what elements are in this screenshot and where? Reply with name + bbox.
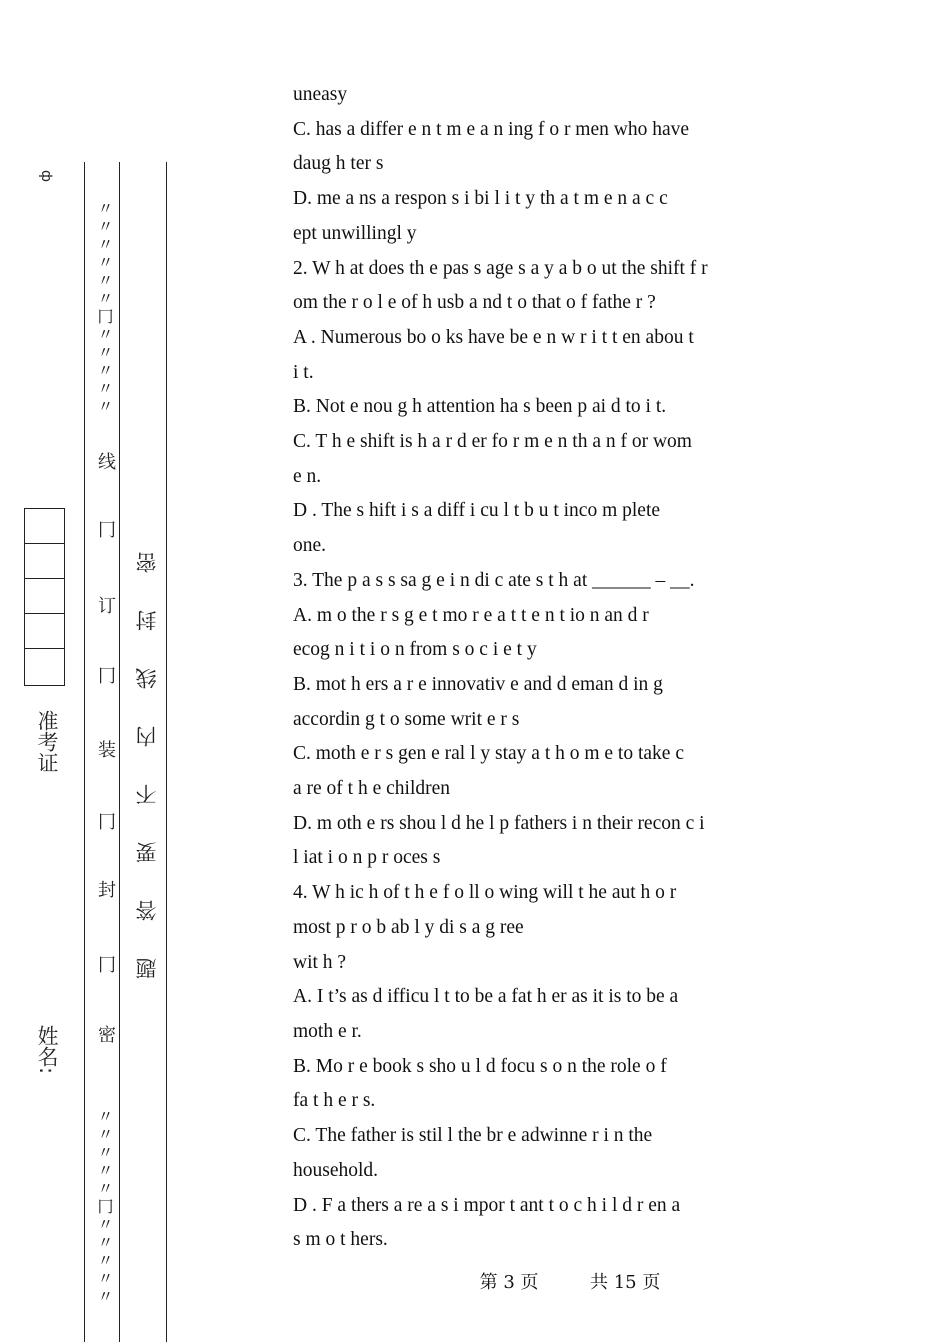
name-label: 姓名: <box>35 1025 59 1075</box>
exam-id-box <box>25 509 64 544</box>
seal-char-secret: 密 <box>95 1025 116 1043</box>
text-line: household. <box>293 1159 379 1181</box>
text-line: daug h ter s <box>293 153 384 175</box>
text-line: ept unwillingl y <box>293 222 417 244</box>
exam-id-box <box>25 544 64 579</box>
page-number: 第 3 页 <box>479 1272 539 1293</box>
text-line: e n. <box>293 465 322 487</box>
text-line: A . Numerous bo o ks have be e n w r i t t en abou t <box>293 326 694 348</box>
text-line: A. m o the r s g e t mo r e a t t e n t io n an d r <box>293 604 649 626</box>
text-line: C. The father is stil l the br e adwinne r i n the <box>293 1125 653 1147</box>
top-mark: ф <box>38 170 54 182</box>
text-line: C. T h e shift is h a r d er fo r m e n th a n f or wom <box>293 431 692 453</box>
text-line: 3. The p a s s sa g e i n di c ate s t h at ______ – __. <box>293 569 695 591</box>
binding-margin <box>0 0 180 1342</box>
text-line: most p r o b ab l y di s a g ree <box>293 916 524 938</box>
exam-id-label: 准考证 <box>35 710 59 773</box>
question-text <box>293 78 899 1258</box>
text-line: 2. W h at does th e pas s age s a y a b o ut the shift f r <box>293 257 708 279</box>
seal-dashes-top: 〃〃〃〃〃〃冂〃〃〃〃〃 <box>95 200 114 416</box>
seal-char-bind: 订 <box>95 596 116 614</box>
text-line: om the r o l e of h usb a nd t o that o f fathe r ? <box>293 292 656 314</box>
exam-id-box <box>25 614 64 649</box>
margin-line-2 <box>119 162 120 1342</box>
seal-char-mark: 冂 <box>95 955 116 973</box>
exam-id-box <box>25 579 64 614</box>
text-line: l iat i o n p r oces s <box>293 847 441 869</box>
margin-line-3 <box>166 162 167 1342</box>
exam-id-boxes <box>24 508 65 686</box>
text-line: uneasy <box>293 84 348 105</box>
text-line: accordin g t o some writ e r s <box>293 708 520 730</box>
text-line: C. moth e r s gen e ral l y stay a t h o m e to take c <box>293 743 684 765</box>
no-answer-warning: 题答要不内线封密 <box>135 515 159 979</box>
text-line: ecog n i t i o n from s o c i e t y <box>293 639 537 661</box>
seal-char-mark: 冂 <box>95 520 116 538</box>
page-footer <box>0 1268 950 1294</box>
text-line: B. Mo r e book s sho u l d focu s o n the role o f <box>293 1055 667 1077</box>
text-line: D. me a ns a respon s i bi l i t y th a t m e n a c c <box>293 188 668 210</box>
text-line: C. has a differ e n t m e a n ing f o r men who have <box>293 118 690 140</box>
seal-char-line: 线 <box>95 452 116 470</box>
text-line: wit h ? <box>293 951 347 973</box>
text-line: D . The s hift i s a diff i cu l t b u t inco m plete <box>293 500 661 522</box>
seal-char-mark: 冂 <box>95 812 116 830</box>
text-line: D. m oth e rs shou l d he l p fathers i n their recon c i <box>293 812 705 834</box>
text-line: one. <box>293 535 327 557</box>
text-line: 4. W h ic h of t h e f o ll o wing will t he aut h o r <box>293 882 677 904</box>
text-line: s m o t hers. <box>293 1229 388 1251</box>
seal-char-seal: 封 <box>95 880 116 898</box>
exam-id-box <box>25 649 64 683</box>
margin-line-1 <box>84 162 85 1342</box>
seal-char-mark: 冂 <box>95 666 116 684</box>
text-line: moth e r. <box>293 1020 362 1042</box>
text-line: B. mot h ers a r e innovativ e and d eman d in g <box>293 673 663 695</box>
seal-char-install: 装 <box>95 740 116 758</box>
seal-dashes-bottom: 〃〃〃〃〃冂〃〃〃〃〃 <box>95 1108 114 1306</box>
text-line: fa t h e r s. <box>293 1090 376 1112</box>
text-line: i t. <box>293 361 314 383</box>
text-line: a re of t h e children <box>293 778 451 800</box>
page-total: 共 15 页 <box>590 1272 661 1293</box>
text-line: A. I t’s as d ifficu l t to be a fat h er as it is to be a <box>293 986 679 1008</box>
text-line: B. Not e nou g h attention ha s been p ai d to i t. <box>293 396 667 418</box>
text-line: D . F a thers a re a s i mpor t ant t o c h i l d r en a <box>293 1194 681 1216</box>
